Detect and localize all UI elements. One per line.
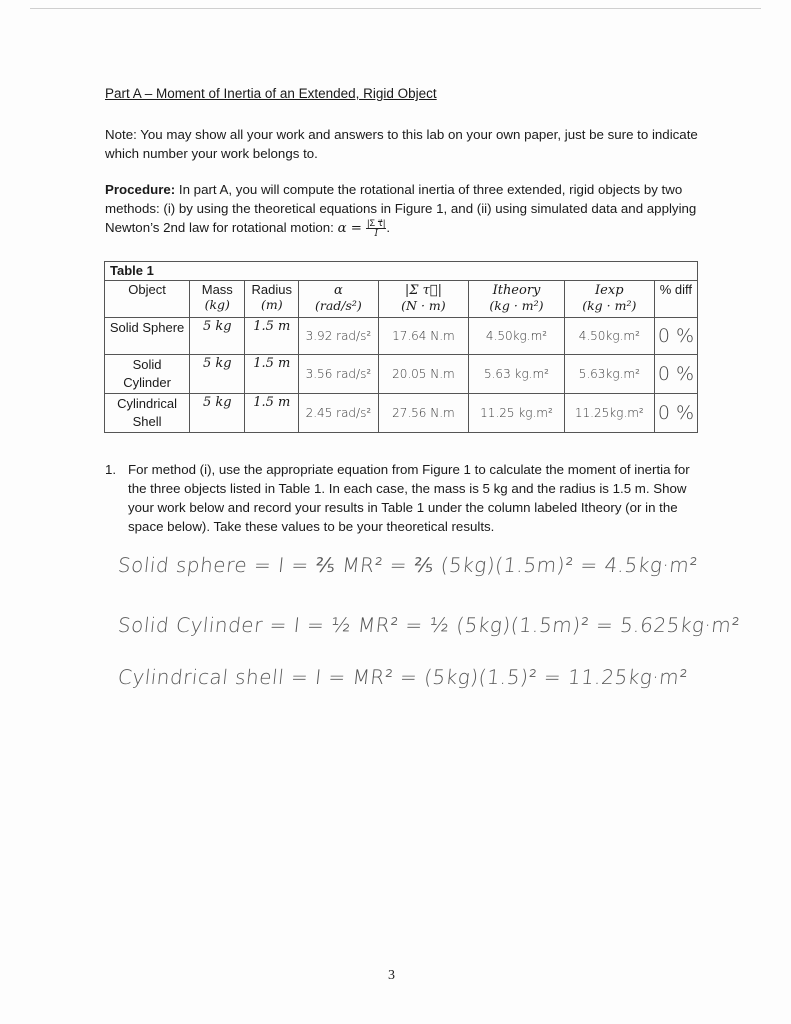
handwritten-work-cylinder: Solid Cylinder = I = ½ MR² = ½ (5kg)(1.5m)² = 5.625kg·m² [116, 613, 742, 637]
cell-mass: 5 kg [190, 318, 245, 355]
question-1 [105, 460, 705, 536]
cell-alpha: 3.56 rad/s² [299, 355, 379, 394]
handwritten-work-sphere: Solid sphere = I = ⅖ MR² = ⅖ (5kg)(1.5m)² = 4.5kg·m² [116, 553, 700, 577]
header-unit: (kg · m²) [489, 298, 544, 313]
cell-itheory: 5.63 kg.m² [469, 355, 565, 394]
header-unit: (m) [260, 297, 283, 312]
header-radius [245, 281, 299, 318]
procedure-text: In part A, you will compute the rotational inertia of three extended, rigid objects by two methods: (i) by using the theoretical equations in Figure 1, and (ii) using simulated data and applying Newton’s 2nd law for rotational motion: [105, 182, 697, 236]
cell-iexp: 11.25kg.m² [564, 394, 654, 433]
header-diff [654, 281, 697, 318]
header-label: α [333, 283, 343, 298]
header-object [105, 281, 190, 318]
page-number: 3 [388, 968, 395, 983]
header-unit: (rad/s²) [314, 298, 362, 313]
table-header-row [105, 281, 698, 318]
cell-object: Cylindrical Shell [105, 394, 190, 433]
cell-torque: 27.56 N.m [378, 394, 469, 433]
cell-torque: 20.05 N.m [378, 355, 469, 394]
fraction-numerator: |Σ τ⃗| [367, 218, 386, 228]
header-unit: (kg · m²) [582, 298, 637, 313]
header-label: Radius [251, 282, 293, 297]
cell-radius: 1.5 m [245, 318, 299, 355]
section-heading: Part A – Moment of Inertia of an Extended, Rigid Object [105, 86, 437, 101]
header-label: |Σ τ⃗| [404, 283, 442, 298]
note-paragraph: Note: You may show all your work and answers to this lab on your own paper, just be sure to indicate which number your work belongs to. [105, 127, 698, 161]
cell-object: Solid Cylinder [105, 355, 190, 394]
cell-diff: 0 % [654, 318, 697, 355]
header-label: Object [128, 282, 166, 297]
cell-mass: 5 kg [190, 394, 245, 433]
cell-alpha: 2.45 rad/s² [299, 394, 379, 433]
header-label: % diff [659, 282, 693, 297]
header-itheory [469, 281, 565, 318]
table-row [105, 394, 698, 433]
top-rule [30, 8, 761, 9]
cell-radius: 1.5 m [245, 394, 299, 433]
table-row [105, 355, 698, 394]
header-label: Itheory [492, 283, 541, 298]
table-1 [104, 261, 698, 433]
header-mass [190, 281, 245, 318]
procedure-end: . [386, 220, 391, 236]
cell-itheory: 4.50kg.m² [469, 318, 565, 355]
cell-radius: 1.5 m [245, 355, 299, 394]
cell-object: Solid Sphere [105, 318, 190, 355]
question-text: For method (i), use the appropriate equation from Figure 1 to calculate the moment of inertia for the three objects listed in Table 1. In each case, the mass is 5 kg and the radius is 1.5 m. Show your work below and record your results in Table 1 under the column labeled Itheory (or in the space below). Take these values to be your theoretical results. [128, 462, 690, 534]
header-label: Mass [201, 282, 233, 297]
cell-alpha: 3.92 rad/s² [299, 318, 379, 355]
cell-iexp: 5.63kg.m² [564, 355, 654, 394]
alpha-symbol: α = [337, 221, 367, 237]
header-torque [378, 281, 469, 318]
table-caption: Table 1 [105, 262, 698, 281]
table-row [105, 318, 698, 355]
cell-torque: 17.64 N.m [378, 318, 469, 355]
procedure-paragraph [105, 180, 705, 239]
cell-diff: 0 % [654, 394, 697, 433]
header-alpha [299, 281, 379, 318]
cell-diff: 0 % [654, 355, 697, 394]
procedure-label: Procedure: [105, 182, 176, 197]
header-unit: (N · m) [401, 298, 446, 313]
cell-itheory: 11.25 kg.m² [469, 394, 565, 433]
fraction-denominator: I [374, 229, 379, 239]
header-label: Iexp [595, 283, 624, 298]
cell-iexp: 4.50kg.m² [564, 318, 654, 355]
header-iexp [564, 281, 654, 318]
header-unit: (kg) [204, 297, 230, 312]
handwritten-work-shell: Cylindrical shell = I = MR² = (5kg)(1.5)² = 11.25kg·m² [116, 665, 690, 689]
question-number: 1. [105, 462, 117, 477]
cell-mass: 5 kg [190, 355, 245, 394]
newton-fraction [366, 218, 386, 239]
